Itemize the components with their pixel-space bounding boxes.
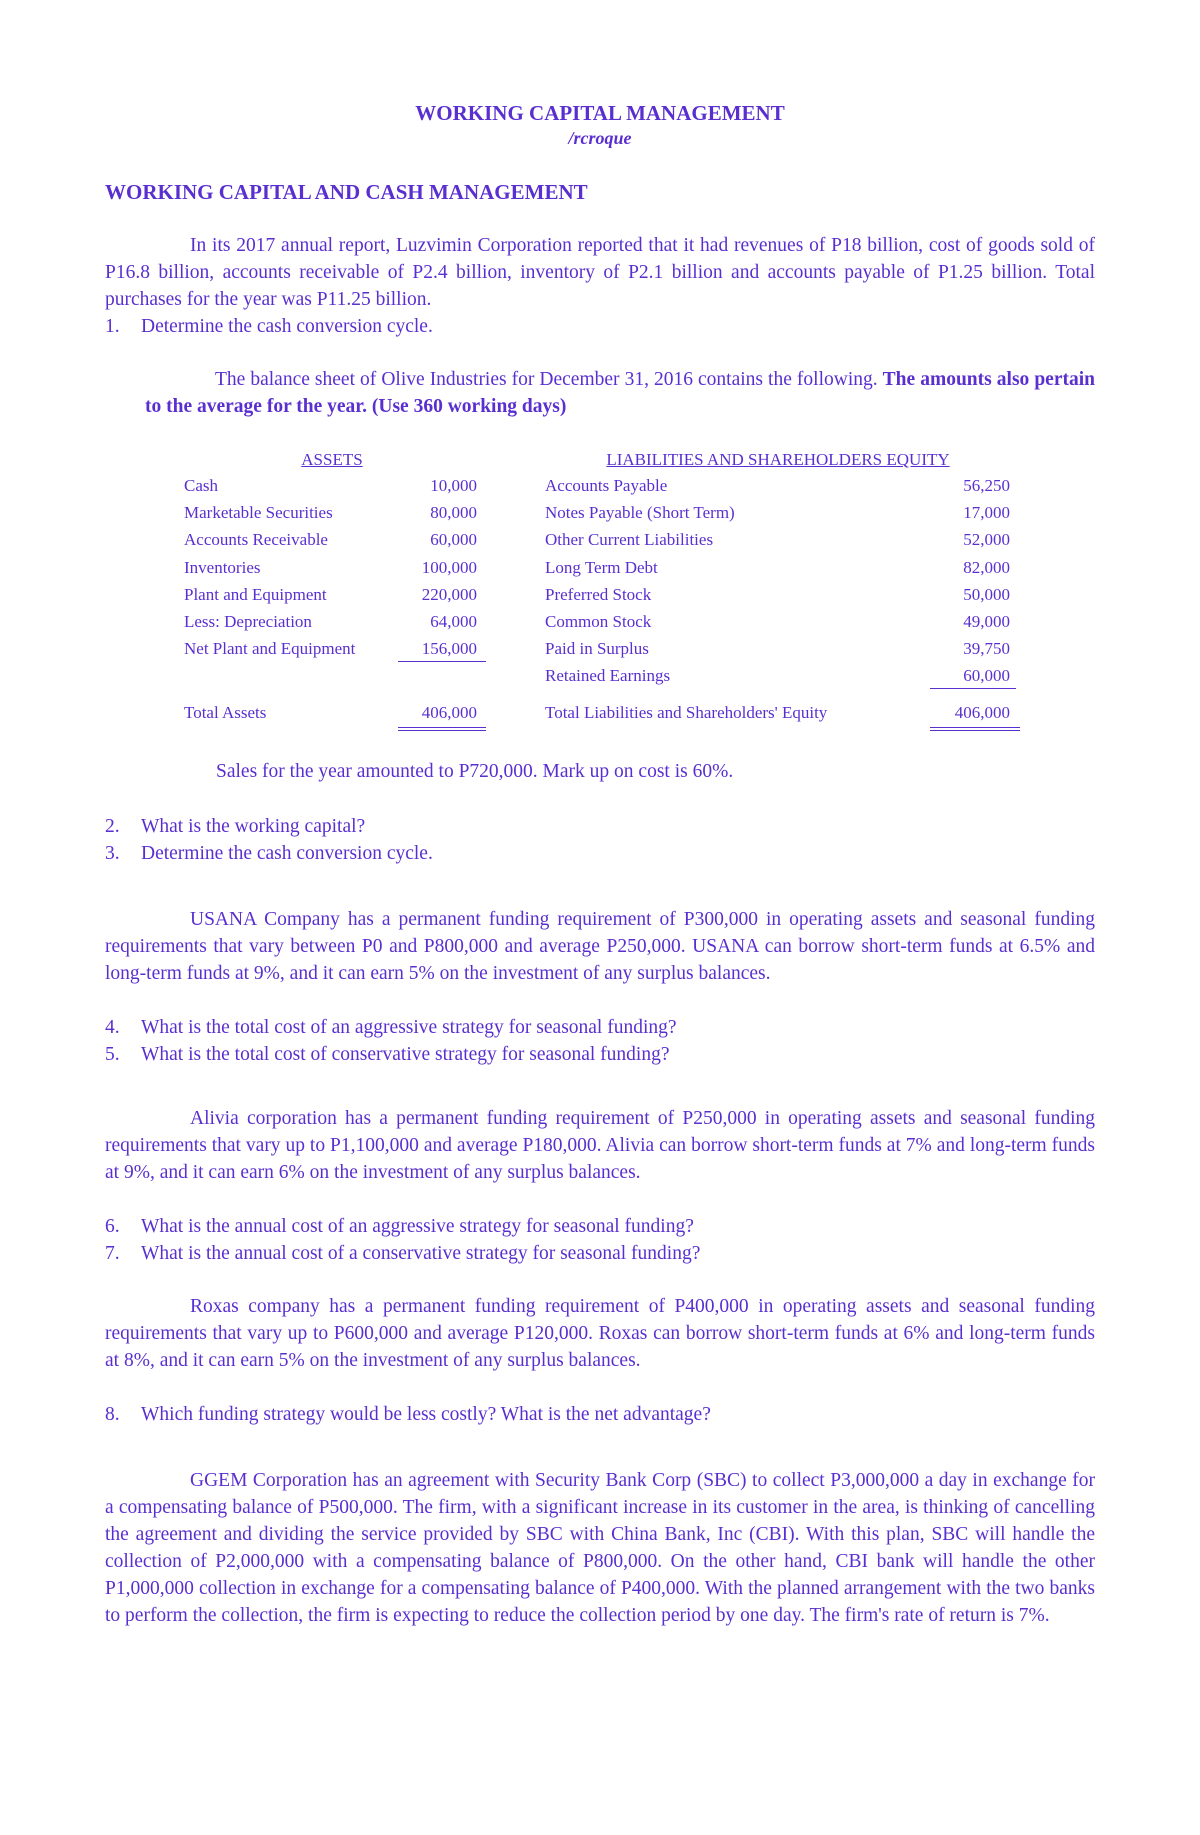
total-assets-rule-2: [398, 730, 486, 731]
liability-label: Notes Payable (Short Term): [545, 503, 735, 522]
section-heading: WORKING CAPITAL AND CASH MANAGEMENT: [105, 180, 588, 204]
question-3: 3. Determine the cash conversion cycle.: [105, 843, 433, 864]
asset-label: Net Plant and Equipment: [184, 639, 356, 658]
liability-value: 52,000: [963, 530, 1010, 549]
liability-value: 39,750: [963, 639, 1010, 658]
asset-value: 64,000: [430, 612, 477, 631]
asset-label: Inventories: [184, 558, 261, 577]
assets-subtotal-rule: [398, 661, 486, 662]
asset-label: Accounts Receivable: [184, 530, 328, 549]
liability-value: 49,000: [963, 612, 1010, 631]
usana-paragraph: USANA Company has a permanent funding requirement of P300,000 in operating assets and seasonal funding requirements that vary between P0 and P800,000 and average P250,000. USANA can borrow short-term funds at 6.5% and long-term funds at 9%, and it can earn 5% on the investment of any surplus balances.: [105, 909, 1095, 984]
liability-value: 60,000: [963, 666, 1010, 685]
roxas-paragraph: Roxas company has a permanent funding requirement of P400,000 in operating assets and seasonal funding requirements that vary up to P600,000 and average P120,000. Roxas can borrow short-term funds at 6% and long-term funds at 8%, and it can earn 5% on the investment of any surplus balances.: [105, 1296, 1095, 1371]
asset-value: 220,000: [421, 585, 477, 604]
total-assets-value: 406,000: [421, 703, 477, 722]
ggem-paragraph: GGEM Corporation has an agreement with Security Bank Corp (SBC) to collect P3,000,000 a day in exchange for a compensating balance of P500,000. The firm, with a significant increase in its customer in the area, is thinking of cancelling the agreement and dividing the service provided by SBC with China Bank, Inc (CBI). With this plan, SBC will handle the collection of P2,000,000 with a compensating balance of P800,000. On the other hand, CBI bank will handle the other P1,000,000 collection in exchange for a compensating balance of P400,000. With the planned arrangement with the two banks to perform the collection, the firm is expecting to reduce the collection period by one day. The firm's rate of return is 7%.: [105, 1470, 1095, 1626]
question-5: 5. What is the total cost of conservative strategy for seasonal funding?: [105, 1044, 670, 1065]
total-assets-label: Total Assets: [184, 703, 267, 722]
question-2: 2. What is the working capital?: [105, 816, 366, 837]
total-liab-rule-2: [930, 730, 1020, 731]
total-liabilities-label: Total Liabilities and Shareholders' Equity: [545, 703, 828, 722]
liability-label: Paid in Surplus: [545, 639, 649, 658]
asset-value: 100,000: [421, 558, 477, 577]
liability-label: Common Stock: [545, 612, 652, 631]
liability-label: Accounts Payable: [545, 476, 668, 495]
total-liab-rule-1: [930, 727, 1020, 728]
asset-label: Cash: [184, 476, 218, 495]
liabilities-header: LIABILITIES AND SHAREHOLDERS EQUITY: [606, 450, 950, 469]
liab-subtotal-rule: [930, 688, 1016, 689]
liability-value: 82,000: [963, 558, 1010, 577]
olive-sales-text: Sales for the year amounted to P720,000. Mark up on cost is 60%.: [216, 761, 734, 782]
asset-value: 60,000: [430, 530, 477, 549]
question-8: 8. Which funding strategy would be less costly? What is the net advantage?: [105, 1404, 711, 1425]
alivia-paragraph: Alivia corporation has a permanent funding requirement of P250,000 in operating assets and seasonal funding requirements that vary up to P1,100,000 and average P180,000. Alivia can borrow short-term funds at 7% and long-term funds at 9%, and it can earn 6% on the investment of any surplus balances.: [105, 1108, 1095, 1183]
liability-value: 50,000: [963, 585, 1010, 604]
luzvimin-paragraph: In its 2017 annual report, Luzvimin Corporation reported that it had revenues of P18 billion, cost of goods sold of P16.8 billion, accounts receivable of P2.4 billion, inventory of P2.1 billion and accounts payable of P1.25 billion. Total purchases for the year was P11.25 billion.: [105, 235, 1095, 310]
liability-value: 17,000: [963, 503, 1010, 522]
asset-value: 156,000: [421, 639, 477, 658]
asset-label: Plant and Equipment: [184, 585, 327, 604]
question-1: 1. Determine the cash conversion cycle.: [105, 316, 433, 337]
liability-label: Long Term Debt: [545, 558, 658, 577]
asset-value: 10,000: [430, 476, 477, 495]
olive-paragraph: The balance sheet of Olive Industries for December 31, 2016 contains the following. The amounts also pertain to the average for the year. (Use 360 working days): [145, 369, 1095, 417]
total-assets-rule-1: [398, 727, 486, 728]
asset-label: Less: Depreciation: [184, 612, 312, 631]
asset-value: 80,000: [430, 503, 477, 522]
asset-label: Marketable Securities: [184, 503, 333, 522]
liability-label: Preferred Stock: [545, 585, 652, 604]
document-title: WORKING CAPITAL MANAGEMENT: [415, 101, 785, 125]
liability-value: 56,250: [963, 476, 1010, 495]
liability-label: Other Current Liabilities: [545, 530, 714, 549]
question-7: 7. What is the annual cost of a conservative strategy for seasonal funding?: [105, 1243, 701, 1264]
total-liabilities-value: 406,000: [954, 703, 1010, 722]
assets-header: ASSETS: [301, 450, 363, 469]
question-4: 4. What is the total cost of an aggressive strategy for seasonal funding?: [105, 1017, 677, 1038]
liability-label: Retained Earnings: [545, 666, 671, 685]
document-subtitle: /rcroque: [568, 128, 632, 148]
question-6: 6. What is the annual cost of an aggressive strategy for seasonal funding?: [105, 1216, 694, 1237]
